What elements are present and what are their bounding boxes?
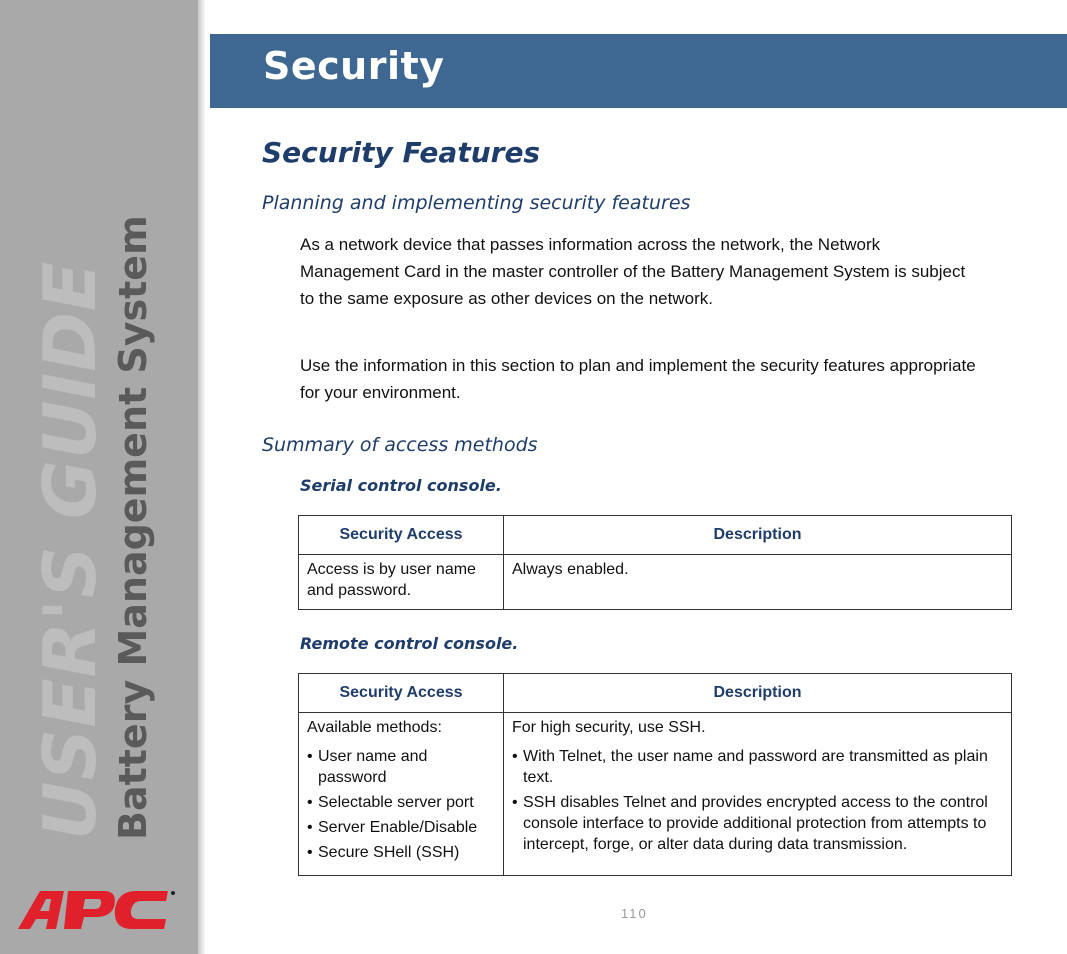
table-header-row <box>299 516 1012 555</box>
header-band <box>210 34 1067 108</box>
serial-console-caption: Serial control console. <box>300 476 502 495</box>
section-heading: Security Features <box>262 136 541 169</box>
summary-subheading: Summary of access methods <box>262 434 538 456</box>
remote-access-cell <box>299 713 504 876</box>
paragraph-intro: As a network device that passes information across the network, the Network Management Card in the master controller of the Battery Management System is subject to the same exposure as other devices on the network. <box>300 235 966 308</box>
serial-description-cell: Always enabled. <box>504 555 1012 610</box>
remote-access-intro: Available methods: <box>307 719 442 736</box>
table-header-row <box>299 674 1012 713</box>
sidebar-shadow <box>198 0 206 954</box>
remote-description-cell <box>504 713 1012 876</box>
serial-console-table <box>298 515 1012 610</box>
planning-subheading: Planning and implementing security features <box>262 192 691 214</box>
remote-description-list <box>512 746 1003 855</box>
table-row <box>299 555 1012 610</box>
column-header-security-access: Security Access <box>299 516 504 555</box>
column-header-security-access: Security Access <box>299 674 504 713</box>
list-item: • Selectable server port <box>307 792 495 813</box>
remote-console-caption: Remote control console. <box>300 634 519 653</box>
apc-logo <box>18 887 178 931</box>
page-title: Security <box>263 44 445 88</box>
sidebar <box>0 0 198 954</box>
list-item: • Server Enable/Disable <box>307 817 495 838</box>
column-header-description: Description <box>504 674 1012 713</box>
column-header-description: Description <box>504 516 1012 555</box>
product-name: Battery Management System <box>111 215 155 840</box>
paragraph-usage: Use the information in this section to plan and implement the security features appropriate for your environment. <box>300 356 976 402</box>
page-number: 110 <box>621 906 648 921</box>
list-item: • User name and password <box>307 746 495 788</box>
list-item: • SSH disables Telnet and provides encrypted access to the control console interface to provide additional protection from attempts to intercept, forge, or alter data during data transmission. <box>512 792 1003 855</box>
table-row <box>299 713 1012 876</box>
list-item: • With Telnet, the user name and password are transmitted as plain text. <box>512 746 1003 788</box>
guide-title: USER'S GUIDE <box>28 260 112 840</box>
remote-console-table <box>298 673 1012 876</box>
remote-description-intro: For high security, use SSH. <box>512 719 706 736</box>
serial-access-cell: Access is by user name and password. <box>299 555 504 610</box>
list-item: • Secure SHell (SSH) <box>307 842 495 863</box>
remote-access-list <box>307 746 495 863</box>
